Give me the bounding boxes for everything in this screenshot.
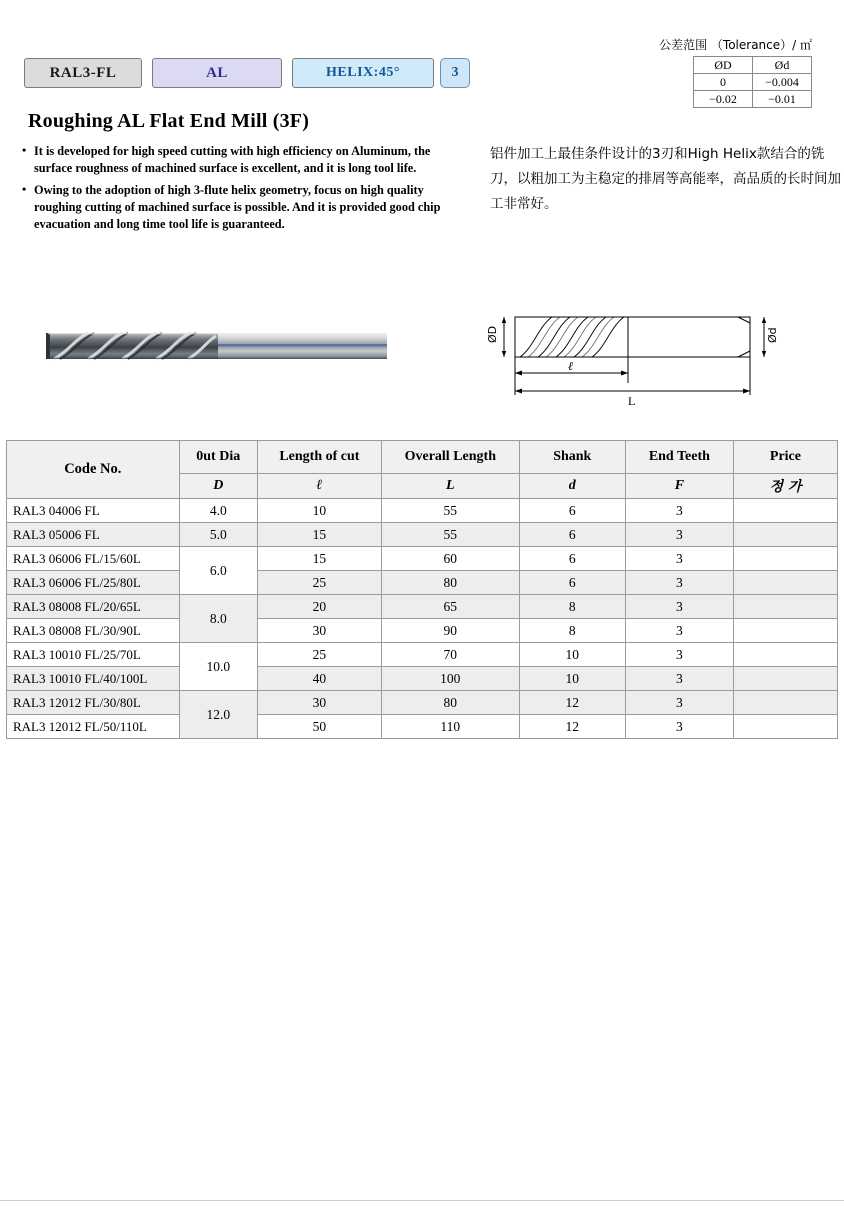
cell-length-of-cut: 40 (257, 667, 381, 691)
cell-shank: 8 (519, 619, 625, 643)
col-header-length-of-cut: Length of cut (257, 441, 381, 474)
tolerance-cell: −0.02 (694, 91, 753, 108)
cell-out-dia: 8.0 (179, 595, 257, 643)
tolerance-cell: −0.004 (753, 74, 812, 91)
cell-overall-length: 110 (381, 715, 519, 739)
cell-price (733, 595, 837, 619)
cell-code: RAL3 06006 FL/25/80L (7, 571, 180, 595)
cell-code: RAL3 12012 FL/30/80L (7, 691, 180, 715)
col-header-shank: Shank (519, 441, 625, 474)
cell-code: RAL3 04006 FL (7, 499, 180, 523)
table-row (7, 595, 838, 619)
cell-length-of-cut: 15 (257, 523, 381, 547)
cell-shank: 10 (519, 667, 625, 691)
table-row (7, 643, 838, 667)
cell-length-of-cut: 20 (257, 595, 381, 619)
cell-code: RAL3 08008 FL/20/65L (7, 595, 180, 619)
cell-shank: 6 (519, 523, 625, 547)
table-row (7, 715, 838, 739)
badge-material: AL (152, 58, 282, 88)
cell-code: RAL3 06006 FL/15/60L (7, 547, 180, 571)
cell-length-of-cut: 25 (257, 643, 381, 667)
list-item: • Owing to the adoption of high 3-flute helix geometry, focus on high quality roughing cutting of machined surface is possible. And it is provided good chip evacuation and long time tool life is guaranteed. (22, 182, 452, 232)
cell-price (733, 691, 837, 715)
cell-shank: 6 (519, 499, 625, 523)
cell-overall-length: 60 (381, 547, 519, 571)
badge-flute-count: 3 (440, 58, 470, 88)
technical-drawing (480, 295, 830, 420)
tolerance-table (693, 56, 812, 108)
cell-length-of-cut: 50 (257, 715, 381, 739)
list-item: • It is developed for high speed cutting with high efficiency on Aluminum, the surface roughness of machined surface is excellent, and it is long tool life. (22, 143, 452, 176)
col-symbol-l: ℓ (257, 474, 381, 499)
cell-price (733, 571, 837, 595)
tolerance-cell: 0 (694, 74, 753, 91)
cell-end-teeth: 3 (625, 667, 733, 691)
cell-overall-length: 100 (381, 667, 519, 691)
cell-price (733, 547, 837, 571)
cell-shank: 10 (519, 643, 625, 667)
cell-end-teeth: 3 (625, 715, 733, 739)
col-symbol-price: 정 가 (733, 474, 837, 499)
cell-end-teeth: 3 (625, 499, 733, 523)
badge-series-code: RAL3-FL (24, 58, 142, 88)
cell-code: RAL3 12012 FL/50/110L (7, 715, 180, 739)
cell-price (733, 523, 837, 547)
cell-overall-length: 70 (381, 643, 519, 667)
cell-code: RAL3 08008 FL/30/90L (7, 619, 180, 643)
cell-price (733, 643, 837, 667)
cell-out-dia: 4.0 (179, 499, 257, 523)
table-row (7, 691, 838, 715)
cell-price (733, 667, 837, 691)
tolerance-header-od: ØD (694, 57, 753, 74)
cell-shank: 12 (519, 691, 625, 715)
col-header-out-dia: 0ut Dia (179, 441, 257, 474)
cell-out-dia: 5.0 (179, 523, 257, 547)
cell-end-teeth: 3 (625, 691, 733, 715)
badge-helix-angle: HELIX:45° (292, 58, 434, 88)
col-header-price: Price (733, 441, 837, 474)
cell-price (733, 499, 837, 523)
cell-overall-length: 80 (381, 571, 519, 595)
cell-code: RAL3 10010 FL/40/100L (7, 667, 180, 691)
tolerance-row (694, 91, 812, 108)
cell-shank: 12 (519, 715, 625, 739)
cell-end-teeth: 3 (625, 523, 733, 547)
drawing-label-od: ØD (486, 325, 499, 343)
cell-length-of-cut: 15 (257, 547, 381, 571)
cell-length-of-cut: 10 (257, 499, 381, 523)
tolerance-label: 公差范围 （Tolerance）/ ㎡ (659, 38, 812, 52)
chinese-description: 铝件加工上最佳条件设计的3刃和High Helix款结合的铣刀，以粗加工为主稳定的排屑等高能率，高品质的长时间加工非常好。 (490, 146, 841, 212)
cell-overall-length: 55 (381, 523, 519, 547)
cell-out-dia: 10.0 (179, 643, 257, 691)
cell-shank: 8 (519, 595, 625, 619)
page-bottom-edge (0, 1200, 844, 1207)
table-row (7, 571, 838, 595)
cell-overall-length: 55 (381, 499, 519, 523)
cell-price (733, 619, 837, 643)
col-header-overall-length: Overall Length (381, 441, 519, 474)
col-symbol-f: F (625, 474, 733, 499)
cell-end-teeth: 3 (625, 619, 733, 643)
table-row (7, 547, 838, 571)
table-row (7, 667, 838, 691)
col-symbol-shank-d: d (519, 474, 625, 499)
cell-overall-length: 65 (381, 595, 519, 619)
cell-out-dia: 12.0 (179, 691, 257, 739)
tolerance-header-odd: Ød (753, 57, 812, 74)
table-row (7, 499, 838, 523)
feature-list (22, 143, 452, 239)
cell-length-of-cut: 30 (257, 691, 381, 715)
specification-table (6, 440, 838, 739)
table-header (7, 441, 838, 499)
table-row (7, 619, 838, 643)
page-title: Roughing AL Flat End Mill (3F) (28, 110, 310, 132)
cell-length-of-cut: 30 (257, 619, 381, 643)
badge-row (24, 58, 470, 88)
col-header-end-teeth: End Teeth (625, 441, 733, 474)
table-body (7, 499, 838, 739)
cell-shank: 6 (519, 571, 625, 595)
product-photo (30, 300, 410, 410)
drawing-label-flute-length: ℓ (568, 359, 573, 373)
cell-code: RAL3 10010 FL/25/70L (7, 643, 180, 667)
col-header-code: Code No. (7, 441, 180, 499)
tolerance-row (694, 74, 812, 91)
cell-overall-length: 80 (381, 691, 519, 715)
drawing-label-overall-length: L (628, 394, 636, 408)
table-header-row-titles (7, 441, 838, 474)
cell-end-teeth: 3 (625, 547, 733, 571)
cell-end-teeth: 3 (625, 595, 733, 619)
cell-end-teeth: 3 (625, 571, 733, 595)
cell-code: RAL3 05006 FL (7, 523, 180, 547)
cell-shank: 6 (519, 547, 625, 571)
tolerance-header-row (694, 57, 812, 74)
cell-out-dia: 6.0 (179, 547, 257, 595)
table-row (7, 523, 838, 547)
cell-overall-length: 90 (381, 619, 519, 643)
cell-price (733, 715, 837, 739)
tolerance-block (659, 36, 812, 108)
cell-length-of-cut: 25 (257, 571, 381, 595)
drawing-label-odd: Ød (766, 327, 779, 343)
col-symbol-d: D (179, 474, 257, 499)
cell-end-teeth: 3 (625, 643, 733, 667)
tolerance-cell: −0.01 (753, 91, 812, 108)
col-symbol-overall-l: L (381, 474, 519, 499)
